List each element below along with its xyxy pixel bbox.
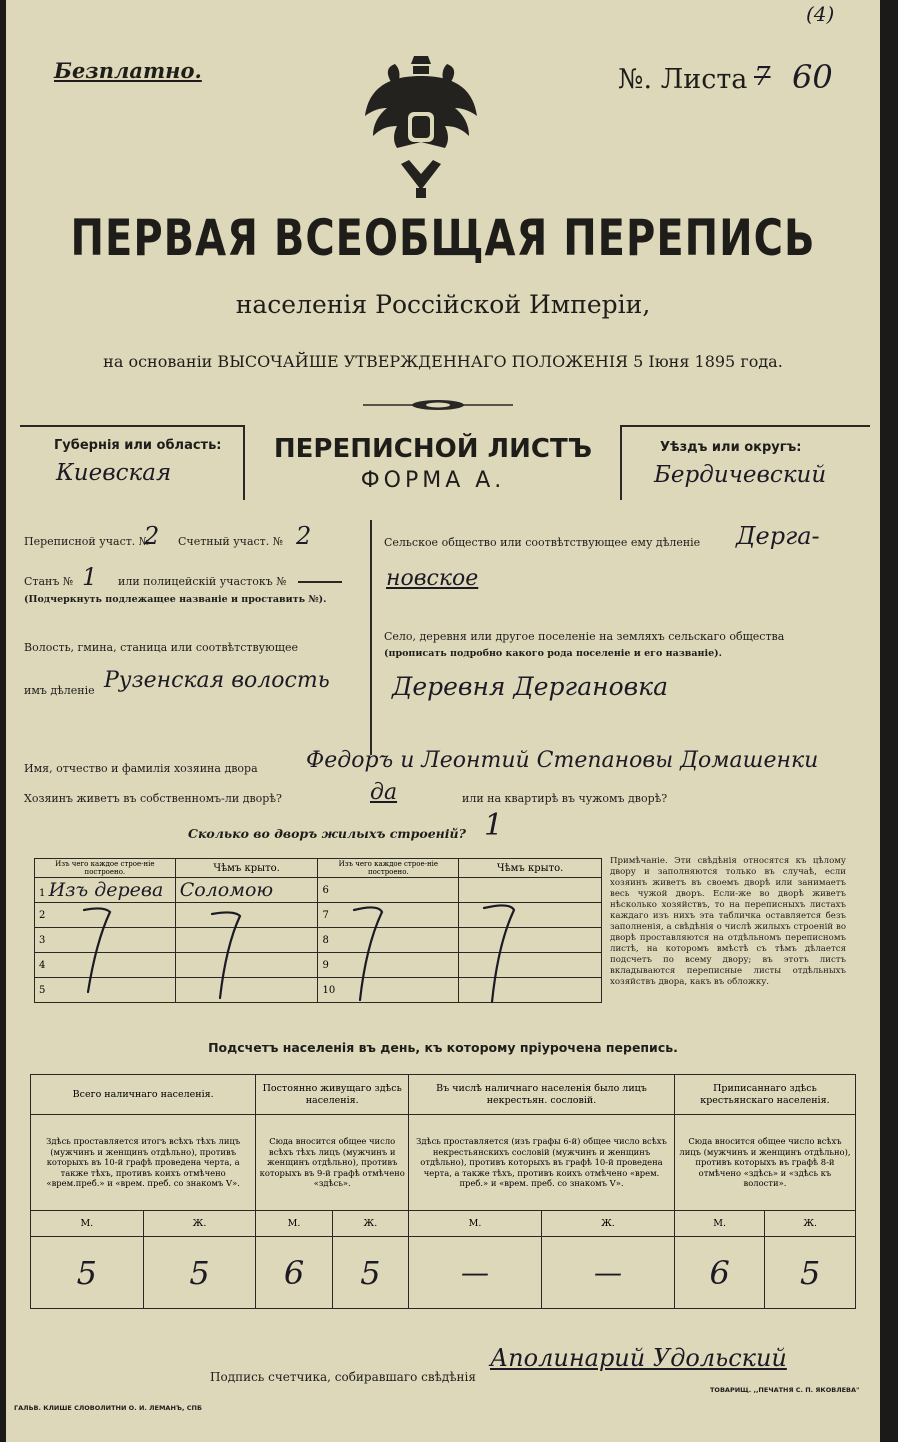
col-nonpeasant-head: Въ числѣ наличнаго населенія было лицъ некрестьян. сословій. <box>409 1075 675 1115</box>
roof-1-value: Соломою <box>179 879 274 901</box>
selo-value: Деревня Дергановка <box>392 672 669 701</box>
male-head: М. <box>256 1211 332 1237</box>
col-peasant-head: Приписаннаго здѣсь крестьянскаго населенія. <box>674 1075 855 1115</box>
legal-basis: на основаніи ВЫСОЧАЙШЕ УТВЕРЖДЕННАГО ПОЛОЖЕНІЯ 5 Іюня 1895 года. <box>103 352 783 371</box>
table-row: 1 Изъ дерева <box>35 878 176 903</box>
signature-label: Подпись счетчика, собиравшаго свѣдѣнія <box>210 1370 476 1384</box>
col-total-head: Всего наличнаго населенія. <box>31 1075 256 1115</box>
schetny-label: Счетный участ. № <box>178 535 284 548</box>
printer-left: ГАЛЬВ. КЛИШЕ СЛОВОЛИТНИ О. И. ЛЕМАНЪ, СПБ <box>14 1404 202 1412</box>
volost-label-1: Волость, гмина, станица или соотвѣтствующее <box>24 641 298 654</box>
col-permanent-desc: Сюда вносится общее число всѣхъ тѣхъ лицъ (мужчинъ и женщинъ отдѣльно), противъ которыхъ въ 9-й графѣ отмѣчено «здѣсь». <box>256 1115 409 1211</box>
free-label: Безплатно. <box>54 58 202 83</box>
total-female-value: 5 <box>143 1237 256 1309</box>
printer-right: ТОВАРИЩ. ,,ПЕЧАТНЯ С. П. ЯКОВЛЕВА" <box>710 1386 860 1394</box>
table-row: 7 <box>318 903 459 928</box>
underline-note: (Подчеркнуть подлежащее названіе и проставить №). <box>24 594 327 605</box>
stan-label: Станъ № <box>24 575 74 588</box>
other-yard-label: или на квартирѣ въ чужомъ дворѣ? <box>462 792 668 805</box>
guberniya-label: Губернія или область: <box>54 438 222 453</box>
double-headed-eagle-icon <box>361 52 481 202</box>
uchastok-label: Переписной участ. № <box>24 535 150 548</box>
table-row: 10 <box>318 978 459 1003</box>
buildings-col-material-2: Изъ чего каждое строе-ніе построено. <box>318 859 459 878</box>
sheet-number-value: 60 <box>792 58 833 96</box>
male-head: М. <box>674 1211 765 1237</box>
male-head: М. <box>409 1211 542 1237</box>
page-subtitle: населенія Россійской Имперіи, <box>235 290 651 319</box>
schetny-value: 2 <box>296 522 312 550</box>
table-row <box>459 878 602 903</box>
count-title: Подсчетъ населенія въ день, къ которому пріурочена перепись. <box>208 1040 678 1055</box>
peasant-male-value: 6 <box>674 1237 765 1309</box>
form-title: ПЕРЕПИСНОЙ ЛИСТЪ <box>273 434 593 464</box>
female-head: Ж. <box>765 1211 856 1237</box>
society-label: Сельское общество или соотвѣтствующее ему дѣленіе <box>384 536 701 549</box>
peasant-female-value: 5 <box>765 1237 856 1309</box>
male-head: М. <box>31 1211 144 1237</box>
selo-label: Село, деревня или другое поселеніе на земляхъ сельскаго общества <box>384 630 785 643</box>
buildings-label: Сколько во дворъ жилыхъ строеній? <box>188 826 466 841</box>
permanent-female-value: 5 <box>332 1237 408 1309</box>
uezd-value: Бердичевский <box>654 462 827 488</box>
col-nonpeasant-desc: Здѣсь проставляется (изъ графы 6-й) общее число всѣхъ некрестьянскихъ сословій (мужчинъ и женщинъ отдѣльно), противъ которыхъ въ графѣ 10-й проведена черта, а также тѣхъ, противъ коихъ отмѣчено «врем. преб.» и «врем. преб. со знакомъ V». <box>409 1115 675 1211</box>
corner-archive-mark: (4) <box>806 2 835 26</box>
guberniya-value: Киевская <box>56 460 172 486</box>
buildings-col-roof: Чѣмъ крыто. <box>175 859 318 878</box>
buildings-col-material: Изъ чего каждое строе-ніе построено. <box>35 859 176 878</box>
selo-note: (прописать подробно какого рода поселеніе и его названіе). <box>384 648 722 659</box>
population-table <box>30 1074 856 1309</box>
female-head: Ж. <box>332 1211 408 1237</box>
nonpeasant-male-value: — <box>409 1237 542 1309</box>
ornament-divider <box>363 398 513 412</box>
census-sheet <box>6 0 880 1442</box>
table-row: 6 <box>318 878 459 903</box>
uezd-label: Уѣздъ или округъ: <box>660 440 802 455</box>
nonpeasant-female-value: — <box>541 1237 674 1309</box>
table-row: 4 <box>35 953 176 978</box>
note-text: Примѣчаніе. Эти свѣдѣнія относятся къ цѣлому двору и заполняются только въ случаѣ, если хозяинъ живетъ въ своемъ дворѣ или занимаетъ весь чужой дворъ. Если-же во дворѣ живетъ нѣсколько хозяйствъ, то на переписныхъ листахъ каждаго изъ нихъ эта табличка оставляется безъ заполненія, а свѣдѣнія о числѣ жилыхъ строеній во дворѣ проставляются на отдѣльномъ переписномъ листѣ, на которомъ вмѣстѣ съ тѣмъ дѣлается подсчетъ по всему двору; въ этотъ листъ вкладываются переписные листы отдѣльныхъ хозяйствъ двора, какъ въ обложку. <box>610 856 846 987</box>
total-male-value: 5 <box>31 1237 144 1309</box>
table-row: 8 <box>318 928 459 953</box>
buildings-col-roof-2: Чѣмъ крыто. <box>459 859 602 878</box>
material-1-value: Изъ дерева <box>48 879 164 901</box>
table-row <box>175 878 318 903</box>
sheet-number-crossed: 7 <box>754 62 771 92</box>
owner-label: Имя, отчество и фамилія хозяина двора <box>24 762 258 775</box>
society-value-2: новское <box>386 566 479 591</box>
female-head: Ж. <box>541 1211 674 1237</box>
uchastok-value: 2 <box>144 522 160 550</box>
own-yard-value: да <box>370 780 398 805</box>
volost-value: Рузенская волость <box>104 668 330 693</box>
form-subtitle: ФОРМА А. <box>360 468 506 493</box>
buildings-value: 1 <box>484 808 504 843</box>
col-peasant-desc: Сюда вносится общее число всѣхъ лицъ (мужчинъ и женщинъ отдѣльно), противъ которыхъ въ графѣ 8-й отмѣчено «здѣсь» и «здѣсь къ волости». <box>674 1115 855 1211</box>
police-label: или полицейскій участокъ № <box>118 575 287 588</box>
permanent-male-value: 6 <box>256 1237 332 1309</box>
page-title: ПЕРВАЯ ВСЕОБЩАЯ ПЕРЕПИСЬ <box>70 210 816 268</box>
table-row: 3 <box>35 928 176 953</box>
stan-value: 1 <box>82 563 98 591</box>
table-row: 2 <box>35 903 176 928</box>
volost-label-2: имъ дѣленіе <box>24 684 95 697</box>
female-head: Ж. <box>143 1211 256 1237</box>
col-permanent-head: Постоянно живущаго здѣсь населенія. <box>256 1075 409 1115</box>
table-row: 5 <box>35 978 176 1003</box>
ditto-strokes <box>34 900 602 1010</box>
own-yard-label: Хозяинъ живетъ въ собственномъ-ли дворѣ? <box>24 792 282 805</box>
col-total-desc: Здѣсь проставляется итогъ всѣхъ тѣхъ лицъ (мужчинъ и женщинъ отдѣльно), противъ которыхъ въ 10-й графѣ проведена черта, а также тѣхъ, противъ коихъ отмѣчено «врем.преб.» и «врем. преб. со знакомъ V». <box>31 1115 256 1211</box>
sheet-number-label: №. Листа <box>618 64 748 95</box>
owner-value: Федоръ и Леонтий Степановы Домашенки <box>306 748 819 773</box>
signature-value: Аполинарий Удольский <box>490 1344 787 1372</box>
table-row: 9 <box>318 953 459 978</box>
society-value-1: Дерга- <box>736 522 820 550</box>
